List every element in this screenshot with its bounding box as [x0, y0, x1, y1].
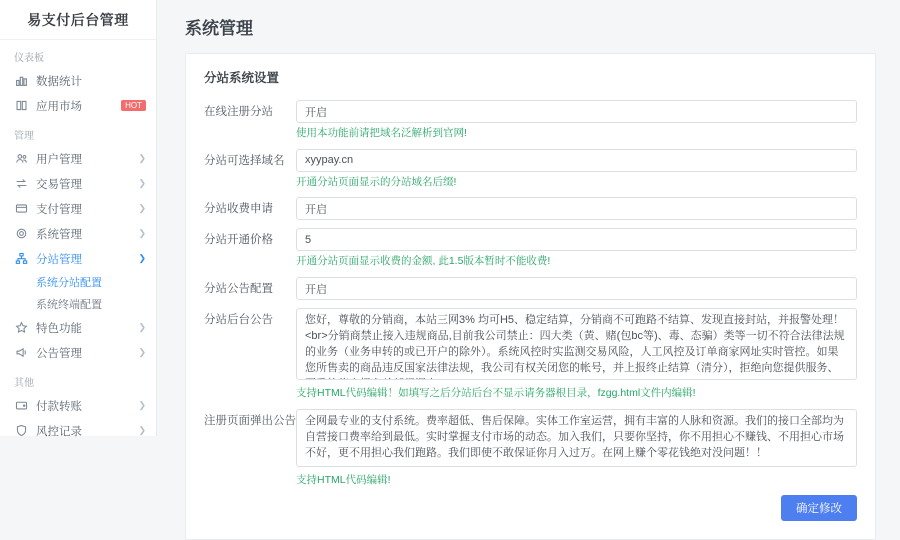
sidebar-item-label: 系统管理 [36, 228, 82, 241]
sidebar-subitem-terminal-config[interactable] [0, 293, 156, 315]
sidebar-group-title-dashboard: 仪表板 [14, 53, 44, 64]
chevron-down-icon: ❯ [138, 253, 146, 263]
form-row-register-popup [204, 409, 857, 488]
wallet-icon [14, 399, 28, 413]
sidebar-subitem-label: 系统终端配置 [36, 299, 102, 311]
sidebar-item-system-management[interactable] [0, 221, 156, 246]
star-icon [14, 321, 28, 335]
credit-card-icon [14, 202, 28, 216]
sidebar-item-substation-management[interactable] [0, 246, 156, 271]
form-row-online-register [204, 100, 857, 141]
confirm-modify-button[interactable]: 确定修改 [781, 495, 857, 521]
field-wrapper [296, 308, 857, 401]
sidebar-item-label: 支付管理 [36, 203, 82, 216]
field-label: 分站可选择域名 [204, 154, 285, 167]
chevron-right-icon: ❯ [138, 347, 146, 357]
sidebar-item-label: 风控记录 [36, 425, 82, 438]
sidebar-item-label: 付款转账 [36, 400, 82, 413]
shield-icon [14, 424, 28, 438]
field-wrapper [296, 228, 857, 269]
chevron-right-icon: ❯ [138, 400, 146, 410]
field-label: 分站开通价格 [204, 234, 273, 247]
sidebar-group-title-other: 其他 [14, 378, 34, 389]
sidebar-group-title-manage: 管理 [14, 131, 34, 142]
open-price-input[interactable] [296, 228, 857, 251]
field-hint: 支持HTML代码编辑！如填写之后分站后台不显示请务器根目录，fzgg.html文件内编辑! [296, 387, 696, 400]
form-row-domain [204, 149, 857, 190]
settings-card [185, 53, 876, 540]
sidebar-item-payment-transfer[interactable] [0, 393, 156, 418]
chevron-right-icon: ❯ [138, 228, 146, 238]
sidebar-item-label: 应用市场 [36, 100, 82, 113]
field-hint: 支持HTML代码编辑! [296, 473, 391, 486]
field-wrapper [296, 100, 857, 141]
chevron-right-icon: ❯ [138, 322, 146, 332]
sidebar-item-label: 分站管理 [36, 253, 82, 266]
field-label: 在线注册分站 [204, 106, 273, 118]
sidebar-item-data-statistics[interactable] [0, 68, 156, 93]
book-icon [14, 99, 28, 113]
page-title: 系统管理 [185, 19, 253, 38]
action-row [204, 495, 857, 521]
sidebar-item-label: 公告管理 [36, 347, 82, 360]
sidebar-item-risk-records[interactable] [0, 418, 156, 443]
sidebar-item-payment-management[interactable] [0, 196, 156, 221]
chevron-right-icon: ❯ [138, 203, 146, 213]
sidebar-item-label: 交易管理 [36, 178, 82, 191]
chevron-right-icon: ❯ [138, 178, 146, 188]
sidebar-item-app-market[interactable] [0, 93, 156, 118]
online-register-input[interactable] [296, 100, 857, 123]
sidebar-item-label: 数据统计 [36, 75, 82, 88]
chevron-right-icon: ❯ [138, 153, 146, 163]
sidebar-item-feature-functions[interactable] [0, 315, 156, 340]
hot-badge: HOT [121, 100, 146, 112]
field-wrapper [296, 149, 857, 190]
megaphone-icon [14, 346, 28, 360]
form-row-fee-application [204, 197, 857, 220]
sidebar [0, 0, 157, 436]
field-label: 注册页面弹出公告 [204, 414, 296, 427]
sidebar-item-transaction-management[interactable] [0, 171, 156, 196]
field-label: 分站后台公告 [204, 314, 273, 327]
card-title: 分站系统设置 [204, 71, 280, 85]
chevron-right-icon: ❯ [138, 425, 146, 435]
sidebar-item-user-management[interactable] [0, 146, 156, 171]
field-wrapper [296, 277, 857, 300]
field-hint: 使用本功能前请把域名泛解析到官网! [296, 127, 467, 139]
backend-announcement-textarea[interactable] [296, 308, 857, 380]
sidebar-item-announcement-management[interactable] [0, 340, 156, 365]
sidebar-subitem-substation-config[interactable] [0, 271, 156, 293]
field-label: 分站收费申请 [204, 203, 273, 216]
form-row-announcement-config [204, 277, 857, 300]
field-wrapper [296, 197, 857, 220]
users-icon [14, 152, 28, 166]
gear-icon [14, 227, 28, 241]
sidebar-item-label: 特色功能 [36, 322, 82, 335]
domain-input[interactable] [296, 149, 857, 172]
field-hint: 开通分站页面显示的分站域名后缀! [296, 175, 457, 188]
field-hint: 开通分站页面显示收费的金额, 此1.5版本暂时不能收费! [296, 255, 551, 268]
announcement-config-input[interactable] [296, 277, 857, 300]
form-row-open-price [204, 228, 857, 269]
sidebar-subitem-label: 系统分站配置 [36, 277, 102, 289]
form-row-backend-announcement [204, 308, 857, 401]
sidebar-item-label: 用户管理 [36, 153, 82, 166]
field-label: 分站公告配置 [204, 283, 273, 296]
exchange-icon [14, 177, 28, 191]
field-wrapper [296, 409, 857, 488]
fee-application-input[interactable] [296, 197, 857, 220]
register-popup-textarea[interactable] [296, 409, 857, 467]
main-content [157, 0, 900, 516]
brand-title: 易支付后台管理 [0, 0, 156, 40]
sitemap-icon [14, 252, 28, 266]
bar-chart-icon [14, 74, 28, 88]
